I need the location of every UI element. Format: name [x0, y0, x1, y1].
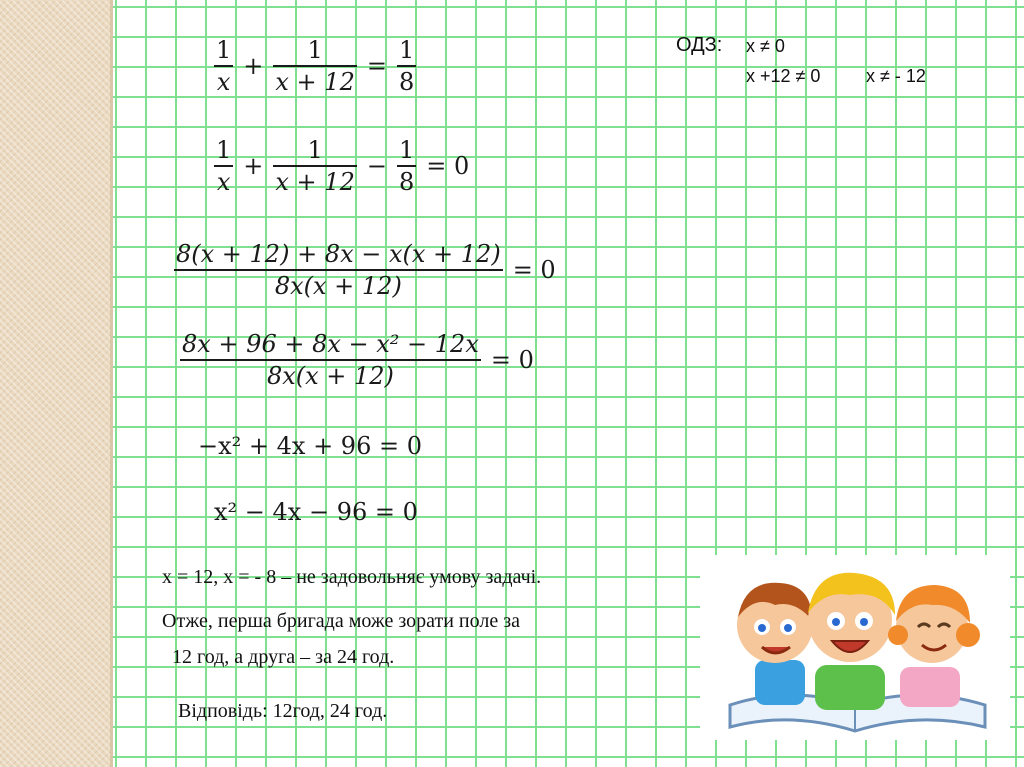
plus-sign: +	[243, 52, 264, 80]
equals-zero: = 0	[490, 346, 534, 374]
numerator: 8x + 96 + 8x − x² − 12x	[182, 330, 479, 358]
quadratic-standard: x² − 4x − 96 = 0	[214, 498, 418, 526]
equation-6	[214, 498, 418, 526]
minus-sign: −	[366, 152, 387, 180]
equation-3	[170, 240, 562, 300]
fraction-1-over-x	[214, 36, 233, 96]
numerator: 1	[398, 36, 415, 64]
kids-reading-illustration	[700, 555, 1010, 740]
odz-title: ОДЗ:	[676, 34, 723, 56]
odz-label	[676, 34, 722, 57]
fraction-1-over-x	[214, 136, 233, 196]
equation-2	[210, 136, 475, 196]
plus-sign: +	[243, 152, 264, 180]
equals-zero: = 0	[426, 152, 470, 180]
denominator: x	[216, 168, 231, 196]
decorative-side-strip	[0, 0, 110, 767]
numerator: 1	[216, 36, 232, 64]
combined-fraction	[174, 240, 503, 300]
kids-image	[700, 555, 1010, 740]
denominator: 8x(x + 12)	[266, 362, 394, 390]
denominator: x + 12	[275, 168, 355, 196]
quadratic-negative: −x² + 4x + 96 = 0	[198, 432, 422, 460]
fraction-1-over-x-plus-12	[273, 136, 356, 196]
fraction-1-over-x-plus-12	[273, 36, 356, 96]
equals-zero: = 0	[512, 256, 556, 284]
equation-5	[198, 432, 422, 460]
equation-1	[210, 36, 420, 96]
conclusion-line-2: 12 год, а друга – за 24 год.	[172, 646, 395, 668]
equals-sign: =	[366, 52, 387, 80]
expanded-fraction	[180, 330, 481, 390]
denominator: 8x(x + 12)	[274, 272, 402, 300]
numerator: 1	[307, 36, 323, 64]
fraction-1-over-8	[397, 136, 416, 196]
odz-condition-1: x ≠ 0	[746, 36, 785, 56]
numerator: 1	[216, 136, 232, 164]
denominator: x + 12	[275, 68, 355, 96]
denominator: 8	[398, 68, 415, 96]
odz-condition-3: x ≠ - 12	[866, 66, 926, 86]
denominator: x	[216, 68, 231, 96]
equation-4	[176, 330, 540, 390]
numerator: 8(x + 12) + 8x − x(x + 12)	[176, 240, 501, 268]
odz-condition-2: x +12 ≠ 0	[746, 66, 821, 86]
answer-text: Відповідь: 12год, 24 год.	[178, 700, 388, 722]
fraction-1-over-8	[397, 36, 416, 96]
roots-text: x = 12, x = - 8 – не задовольняє умову задачі.	[162, 566, 542, 588]
numerator: 1	[307, 136, 323, 164]
denominator: 8	[398, 168, 415, 196]
conclusion-line-1: Отже, перша бригада може зорати поле за	[162, 610, 520, 632]
numerator: 1	[398, 136, 415, 164]
